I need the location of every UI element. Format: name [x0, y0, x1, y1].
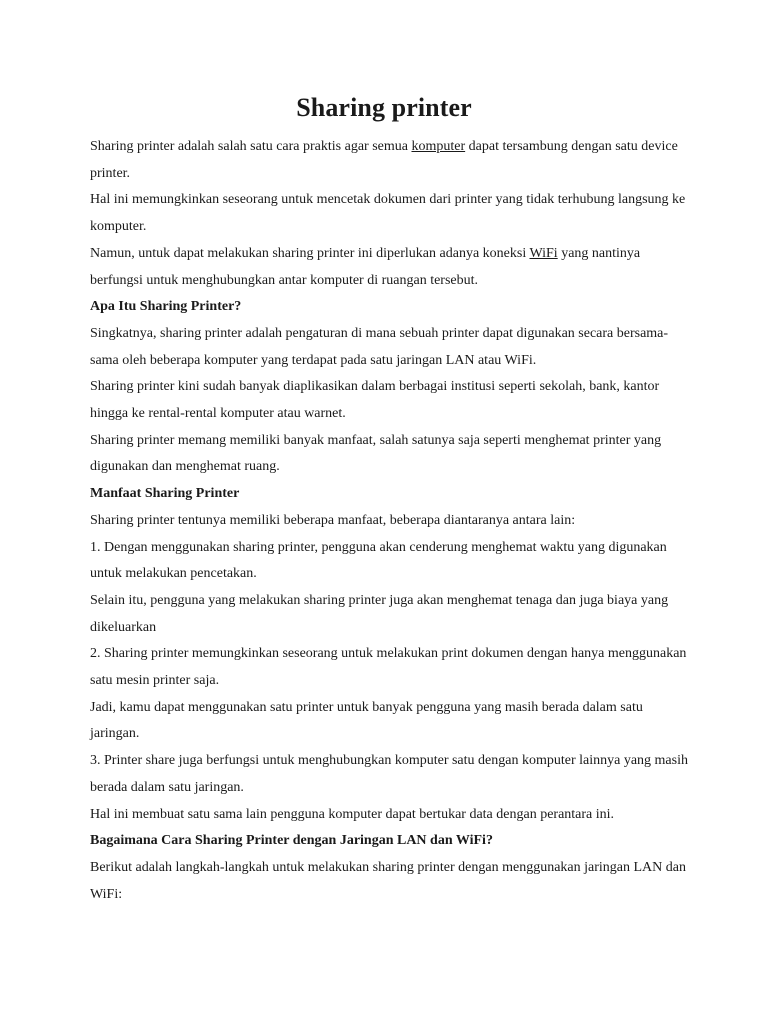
wifi-link[interactable]: WiFi — [529, 245, 558, 261]
section2-paragraph-5: Jadi, kamu dapat menggunakan satu printer untuk banyak pengguna yang masih berada dalam satu jaringan. — [90, 699, 643, 742]
section1-paragraph-3: Sharing printer memang memiliki banyak manfaat, salah satunya saja seperti menghemat printer yang digunakan dan menghemat ruang. — [90, 432, 662, 475]
section2-paragraph-2: 1. Dengan menggunakan sharing printer, pengguna akan cenderung menghemat waktu yang digunakan untuk melakukan pencetakan. — [90, 539, 667, 582]
section-heading-bagaimana: Bagaimana Cara Sharing Printer dengan Jaringan LAN dan WiFi? — [90, 833, 493, 849]
section2-paragraph-6: 3. Printer share juga berfungsi untuk menghubungkan komputer satu dengan komputer lainnya yang masih berada dalam satu jaringan. — [90, 753, 688, 795]
intro-paragraph-2: Hal ini memungkinkan seseorang untuk mencetak dokumen dari printer yang tidak terhubung langsung ke komputer. — [90, 192, 686, 235]
section2-paragraph-3: Selain itu, pengguna yang melakukan sharing printer juga akan menghemat tenaga dan juga biaya yang dikeluarkan — [90, 592, 669, 635]
komputer-link[interactable]: komputer — [411, 139, 466, 154]
section-heading-manfaat: Manfaat Sharing Printer — [90, 486, 240, 502]
intro-paragraph-1-text-after: dapat tersambung dengan satu device printer. — [90, 139, 678, 181]
intro-paragraph-1 — [90, 134, 690, 187]
section1-paragraph-1: Singkatnya, sharing printer adalah pengaturan di mana sebuah printer dapat digunakan secara bersama-sama oleh beberapa komputer yang terdapat pada satu jaringan LAN atau WiFi. — [90, 325, 669, 368]
section1-paragraph-2: Sharing printer kini sudah banyak diaplikasikan dalam berbagai institusi seperti sekolah, bank, kantor hingga ke rental-rental komputer atau warnet. — [90, 379, 660, 422]
section2-paragraph-4: 2. Sharing printer memungkinkan seseorang untuk melakukan print dokumen dengan hanya menggunakan satu mesin printer saja. — [90, 646, 687, 689]
intro-paragraph-1-text-before: Sharing printer adalah salah satu cara praktis agar semua — [90, 139, 412, 154]
section2-paragraph-1: Sharing printer tentunya memiliki beberapa manfaat, beberapa diantaranya antara lain: — [90, 512, 576, 528]
section-heading-apa-itu: Apa Itu Sharing Printer? — [90, 299, 242, 315]
section3-paragraph-1: Berikut adalah langkah-langkah untuk melakukan sharing printer dengan menggunakan jaringan LAN dan WiFi: — [90, 859, 686, 902]
intro-paragraph-3 — [90, 241, 690, 294]
document-body — [90, 134, 690, 908]
page-title: Sharing printer — [296, 93, 472, 122]
intro-paragraph-3-text-after: yang nantinya berfungsi untuk menghubungkan antar komputer di ruangan tersebut. — [90, 245, 641, 288]
section2-paragraph-7: Hal ini membuat satu sama lain pengguna komputer dapat bertukar data dengan perantara ini. — [90, 806, 615, 822]
intro-paragraph-3-text-before: Namun, untuk dapat melakukan sharing printer ini diperlukan adanya koneksi — [90, 245, 530, 261]
